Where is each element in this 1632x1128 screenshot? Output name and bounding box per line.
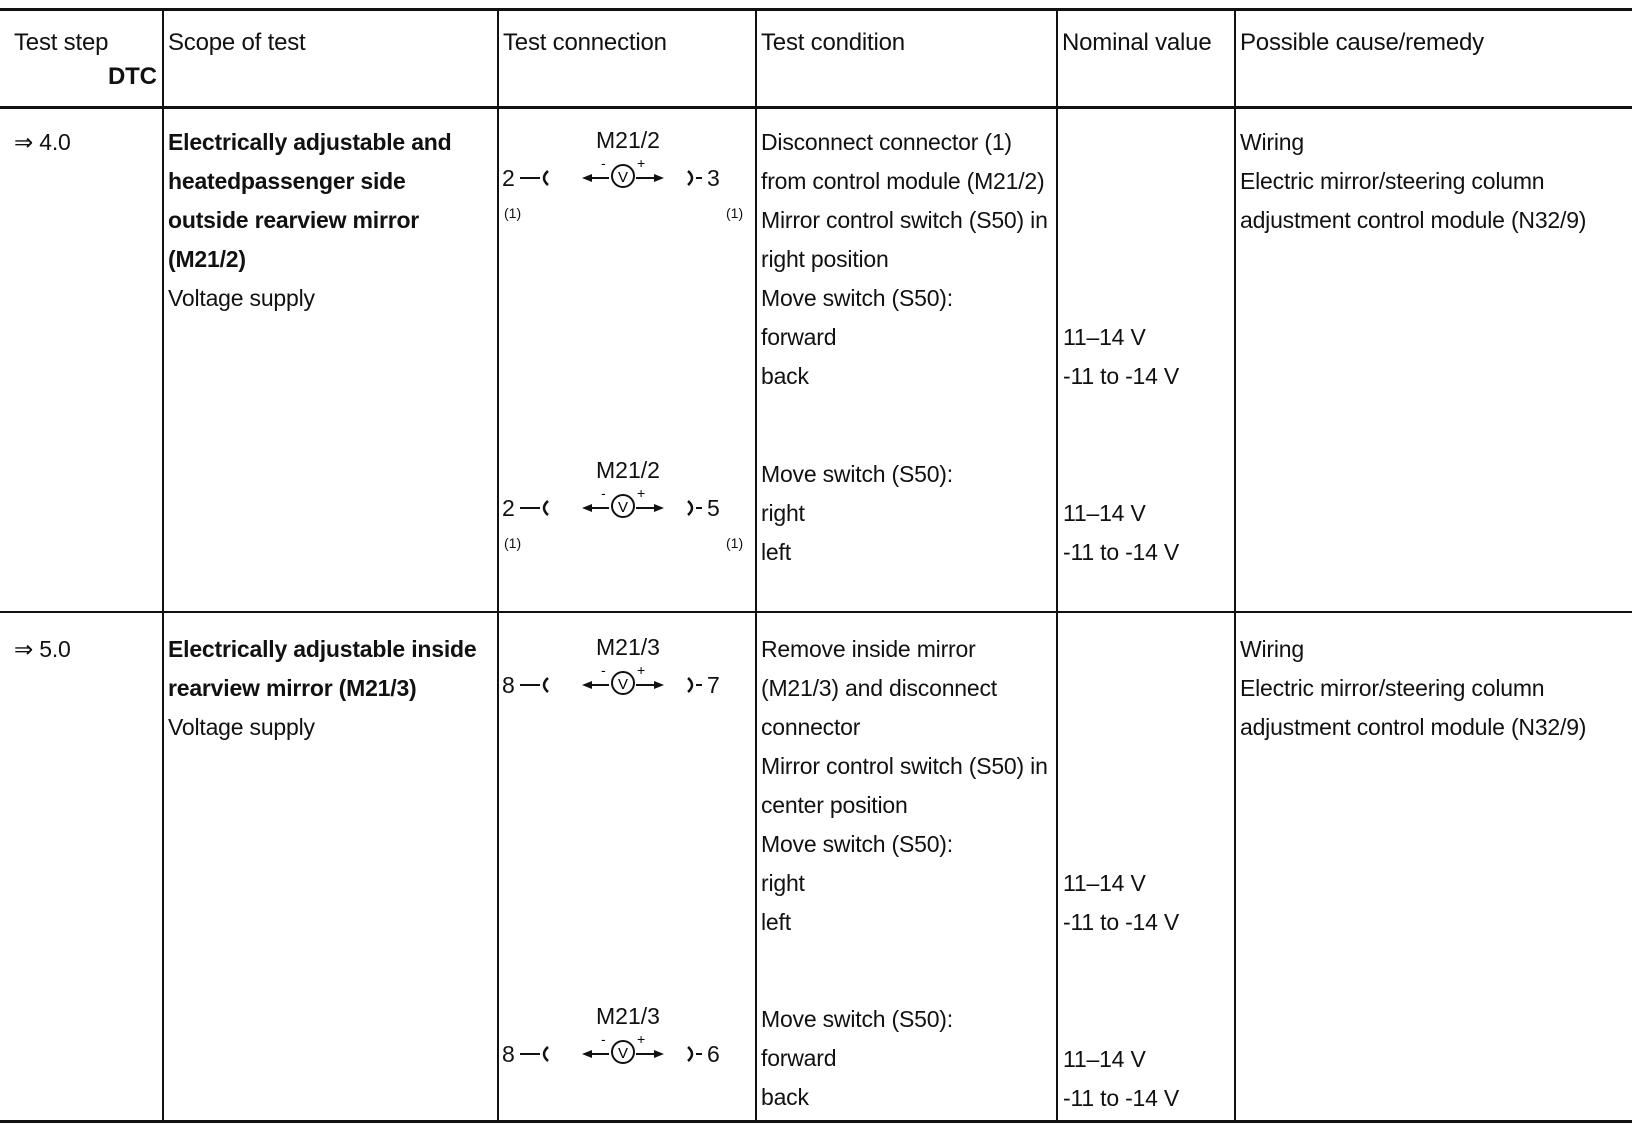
table-bottom-rule — [0, 1120, 1632, 1123]
voltmeter-icon — [502, 485, 747, 535]
header-rule — [0, 106, 1632, 109]
svg-text:+: + — [637, 485, 646, 501]
header-dtc: DTC — [108, 63, 157, 90]
scope-title: Electrically adjustable and heatedpassenger side outside rearview mirror (M21/2) — [168, 129, 452, 272]
header-scope: Scope of test — [168, 29, 306, 56]
voltmeter-icon — [502, 662, 747, 712]
svg-text:V: V — [617, 169, 629, 186]
test-connection-diagram: M21/3 8 7 V - + — [502, 632, 752, 732]
svg-text:-: - — [601, 485, 606, 501]
test-step: ⇒ 4.0 — [14, 129, 71, 155]
svg-text:-: - — [601, 662, 606, 678]
test-condition: Remove inside mirror (M21/3) and disconnect connector Mirror control switch (S50) in center position Move switch (S50): right left — [761, 636, 1048, 935]
nominal-value: 11–14 V -11 to -14 V — [1063, 1046, 1180, 1111]
header-nominal: Nominal value — [1062, 29, 1212, 56]
test-condition: Move switch (S50): forward back — [761, 1006, 953, 1110]
row-divider — [0, 611, 1632, 613]
table-top-rule — [0, 8, 1632, 11]
possible-cause: Wiring Electric mirror/steering column adjustment control module (N32/9) — [1240, 636, 1587, 740]
scope-description: Voltage supply — [168, 285, 315, 311]
svg-text:V: V — [617, 1045, 629, 1062]
svg-text:V: V — [617, 499, 629, 516]
header-test-step: Test step — [14, 29, 109, 56]
col-divider — [162, 8, 164, 1120]
test-condition: Move switch (S50): right left — [761, 461, 953, 565]
header-condition: Test condition — [761, 29, 905, 56]
nominal-value: 11–14 V -11 to -14 V — [1063, 324, 1180, 389]
test-connection-diagram: M21/3 8 6 V - + — [502, 1001, 752, 1101]
possible-cause: Wiring Electric mirror/steering column adjustment control module (N32/9) — [1240, 129, 1587, 233]
test-connection-diagram: M21/2 2 5 (1) (1) V - + — [502, 455, 752, 555]
test-condition: Disconnect connector (1) from control module (M21/2) Mirror control switch (S50) in right position Move switch (S50): forward back — [761, 129, 1048, 389]
svg-text:+: + — [637, 662, 646, 678]
svg-text:+: + — [637, 155, 646, 171]
voltmeter-icon — [502, 155, 747, 205]
svg-text:-: - — [601, 1031, 606, 1047]
svg-text:-: - — [601, 155, 606, 171]
header-cause: Possible cause/remedy — [1240, 29, 1484, 56]
svg-text:V: V — [617, 676, 629, 693]
test-connection-diagram: M21/2 2 3 (1) (1) V - + — [502, 125, 752, 225]
col-divider — [497, 8, 499, 1120]
header-connection: Test connection — [503, 29, 667, 56]
scope-title: Electrically adjustable inside rearview mirror (M21/3) — [168, 636, 477, 701]
nominal-value: 11–14 V -11 to -14 V — [1063, 500, 1180, 565]
svg-text:+: + — [637, 1031, 646, 1047]
col-divider — [1234, 8, 1236, 1120]
col-divider — [755, 8, 757, 1120]
scope-description: Voltage supply — [168, 714, 315, 740]
test-step: ⇒ 5.0 — [14, 636, 71, 662]
nominal-value: 11–14 V -11 to -14 V — [1063, 870, 1180, 935]
col-divider — [1056, 8, 1058, 1120]
voltmeter-icon — [502, 1031, 747, 1081]
